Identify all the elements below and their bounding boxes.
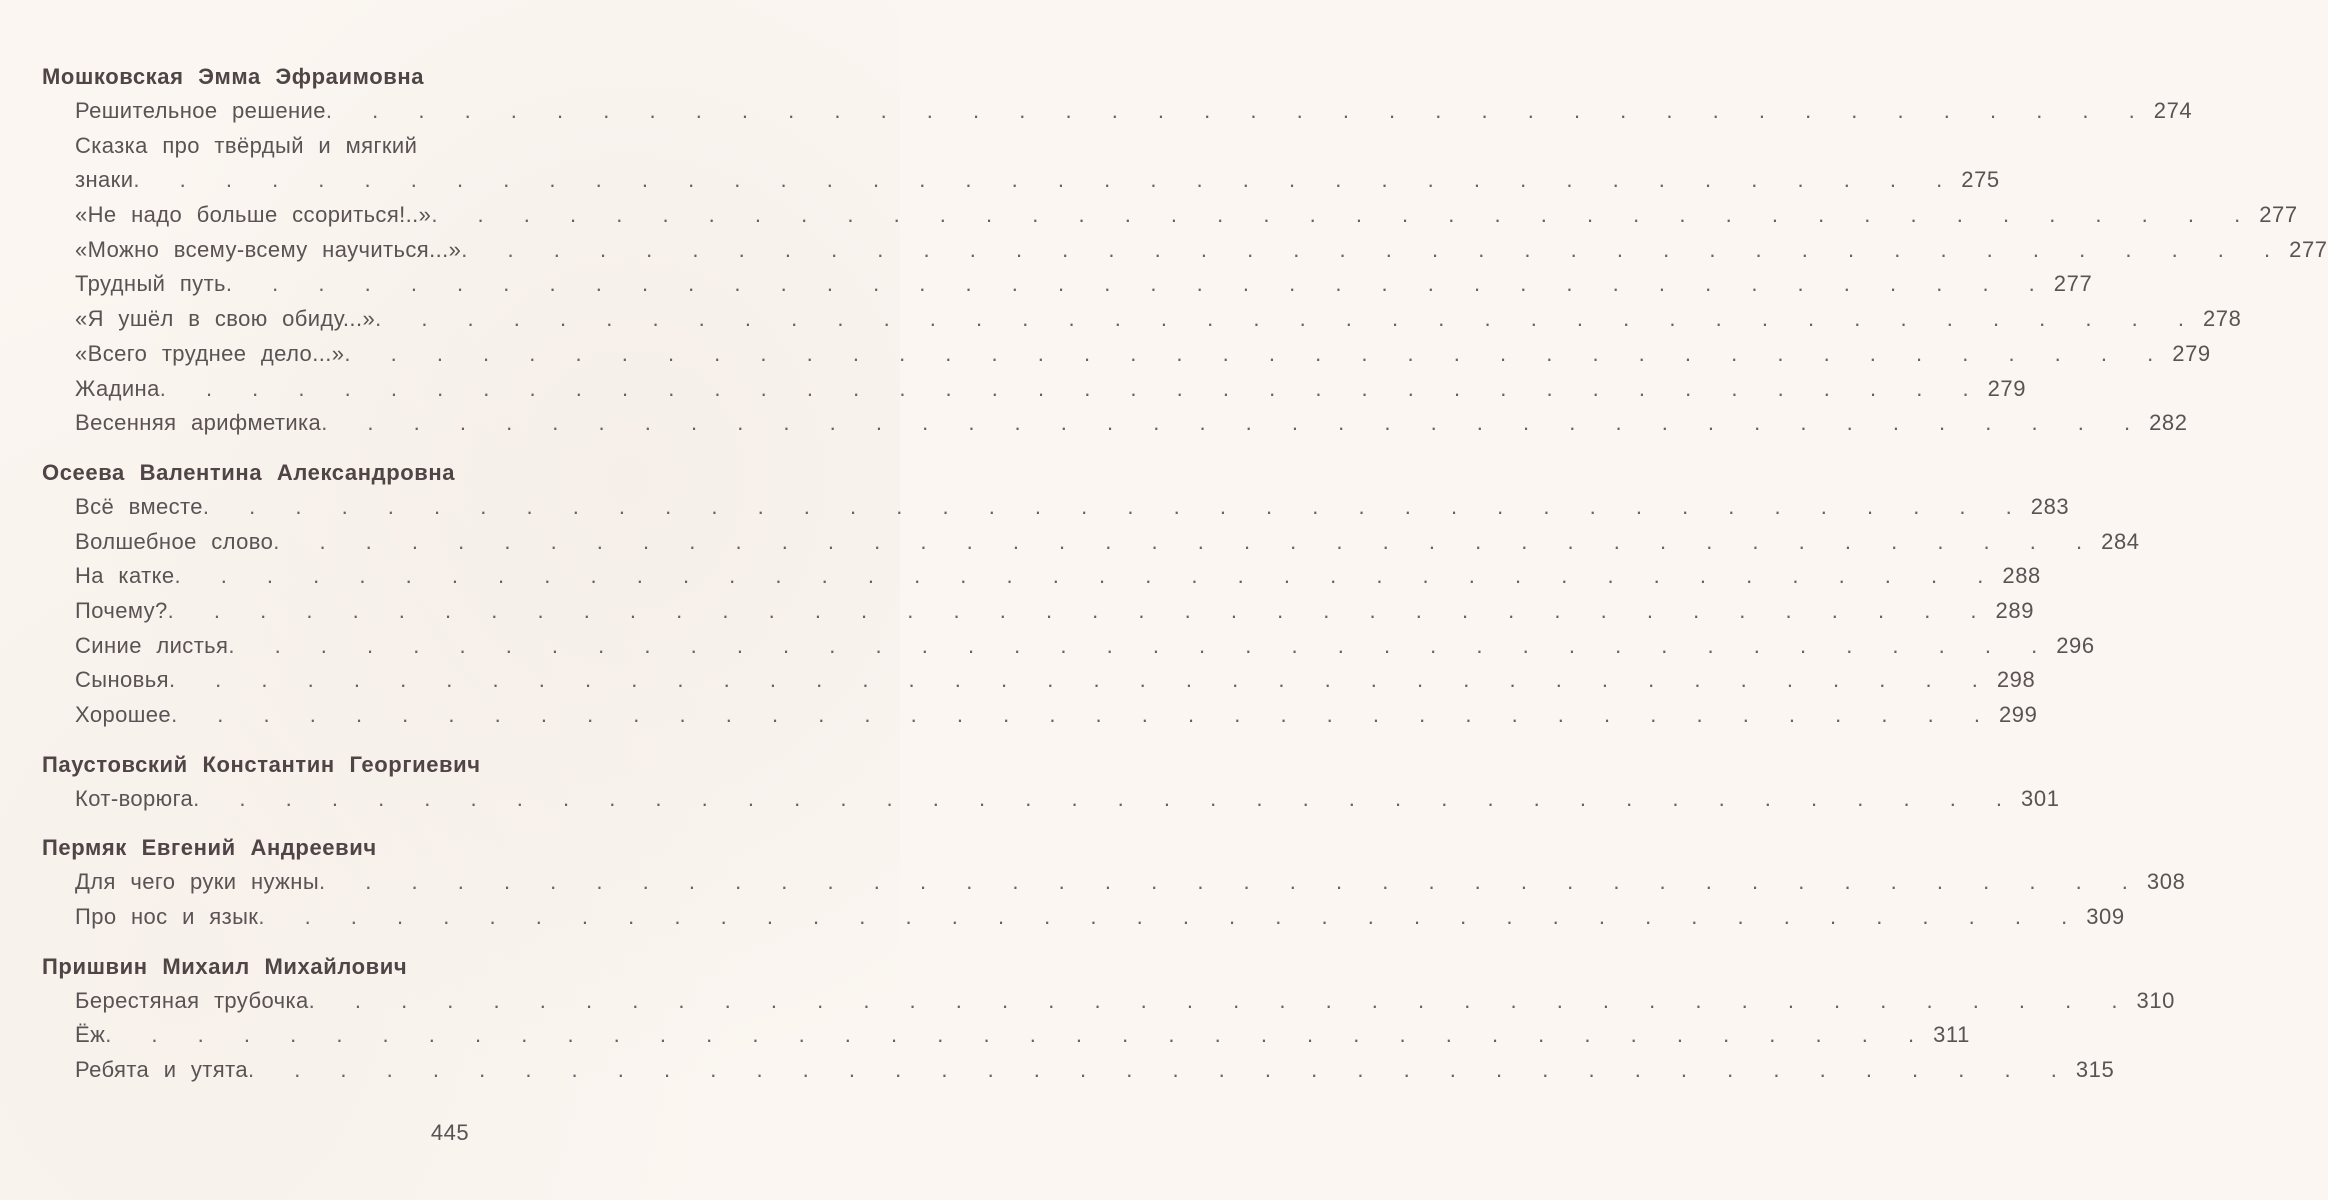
dot-leader: . . . . . . . . . . . . . . . . . . . . . . . . . . . . . . . . . . . . . . . . xyxy=(461,236,2284,262)
toc-entry[interactable] xyxy=(42,984,2176,1019)
entry-title: Трудный путь xyxy=(75,271,226,297)
toc-entry[interactable] xyxy=(42,267,2093,302)
entry-page-number: 296 xyxy=(2056,632,2095,658)
entry-page-number: 279 xyxy=(1987,375,2027,401)
entry-page-number: 278 xyxy=(2202,306,2242,332)
dot-leader: . . . . . . . . . . . . . . . . . . . . . . . . . . . . . . . . . . . . . . . . xyxy=(167,597,1990,623)
toc-entry[interactable] xyxy=(42,302,2242,337)
entry-page-number: 315 xyxy=(2075,1057,2115,1083)
dot-leader: . . . . . . . . . . . . . . . . . . . . . . . . . . . . . . . . . . . . . . . . xyxy=(344,340,2167,366)
dot-leader: . . . . . . . . . . . . . . . . . . . . . . . . . . . . . . . . . . . . . . . . xyxy=(193,785,2016,811)
toc-entry[interactable] xyxy=(42,94,2193,129)
dot-leader: . . . . . . . . . . . . . . . . . . . . . . . . . . . . . . . . . . . . . . . . xyxy=(258,904,2081,930)
entry-title: Для чего руки нужны xyxy=(75,869,320,895)
toc-entry[interactable] xyxy=(42,406,2188,441)
entry-page-number: 275 xyxy=(1961,167,2000,193)
entry-page-number: 289 xyxy=(1995,597,2035,623)
toc-entry[interactable] xyxy=(42,198,2298,233)
dot-leader: . . . . . . . . . . . . . . . . . . . . . . . . . . . . . . . . . . . . . . . . xyxy=(375,306,2197,332)
entry-page-number: 277 xyxy=(2259,202,2298,228)
entry-title: Волшебное слово xyxy=(75,528,274,554)
dot-leader: . . . . . . . . . . . . . . . . . . . . . . . . . . . . . . . . . . . . . . . . xyxy=(228,632,2051,658)
dot-leader: . . . . . . . . . . . . . . . . . . . . . . . . . . . . . . . . . . . . . . . . xyxy=(174,563,1997,589)
entry-page-number: 277 xyxy=(2053,271,2093,297)
author-heading: Паустовский Константин Георгиевич xyxy=(42,751,481,777)
entry-title: знаки xyxy=(75,167,134,193)
dot-leader: . . . . . . . . . . . . . . . . . . . . . . . . . . . . . . . . . . . . . . . . xyxy=(321,410,2144,436)
author-heading: Пришвин Михаил Михайлович xyxy=(42,953,408,979)
dot-leader: . . . . . . . . . . . . . . . . . . . . . . . . . . . . . . . . . . . . . . . . xyxy=(273,528,2096,554)
entry-title: Решительное решение xyxy=(75,98,326,123)
entry-page-number: 277 xyxy=(2289,236,2328,262)
toc-section-moshkovskaya xyxy=(42,60,2328,441)
toc-entry[interactable] xyxy=(42,525,2140,560)
entry-title: Про нос и язык xyxy=(75,904,259,930)
dot-leader: . . . . . . . . . . . . . . . . . . . . . . . . . . . . . . . . . . . . . . . . xyxy=(171,702,1993,727)
entry-page-number: 274 xyxy=(2153,98,2193,123)
toc-entry[interactable] xyxy=(42,490,2070,525)
toc-entry[interactable] xyxy=(42,559,2041,594)
dot-leader: . . . . . . . . . . . . . . . . . . . . . . . . . . . . . . . . . . . . . . . . xyxy=(319,869,2141,895)
entry-title: Берестяная трубочка xyxy=(75,987,309,1013)
entry-title: Жадина xyxy=(75,375,160,401)
toc-entry[interactable] xyxy=(42,629,2095,664)
toc-entry[interactable] xyxy=(42,1053,2115,1088)
toc-section-oseeva xyxy=(42,456,2140,733)
toc-entry[interactable] xyxy=(42,594,2035,629)
toc-section-prishvin xyxy=(42,950,2176,1088)
toc-entry[interactable] xyxy=(42,663,2036,698)
entry-page-number: 299 xyxy=(1998,702,2038,727)
entry-title: На катке xyxy=(75,563,175,589)
entry-page-number: 310 xyxy=(2136,987,2176,1013)
toc-entry[interactable] xyxy=(42,865,2186,900)
entry-page-number: 288 xyxy=(2002,563,2041,589)
toc-section-paustovsky xyxy=(42,748,2060,817)
entry-page-number: 309 xyxy=(2086,904,2125,930)
entry-page-number: 308 xyxy=(2146,869,2186,895)
author-heading: Мошковская Эмма Эфраимовна xyxy=(42,64,425,89)
entry-title: Почему? xyxy=(75,597,168,623)
toc-entry[interactable] xyxy=(42,698,2038,733)
toc-entry[interactable] xyxy=(42,337,2211,372)
author-heading: Осеева Валентина Александровна xyxy=(42,459,456,485)
entry-title: Синие листья xyxy=(75,632,229,658)
entry-title: Ёж xyxy=(75,1022,106,1048)
dot-leader: . . . . . . . . . . . . . . . . . . . . . . . . . . . . . . . . . . . . . . . . xyxy=(225,271,2048,297)
entry-title: Сыновья xyxy=(75,667,169,693)
entry-title: Кот-ворюга xyxy=(75,785,194,811)
dot-leader: . . . . . . . . . . . . . . . . . . . . . . . . . . . . . . . . . . . . . . . . xyxy=(308,987,2131,1013)
entry-page-number: 311 xyxy=(1933,1022,1970,1048)
dot-leader: . . . . . . . . . . . . . . . . . . . . . . . . . . . . . . . . . . . . . . . . xyxy=(133,167,1956,193)
dot-leader: . . . . . . . . . . . . . . . . . . . . . . . . . . . . . . . . . . . . . . . . xyxy=(159,375,1982,401)
toc-entry[interactable] xyxy=(42,900,2125,935)
entry-page-number: 283 xyxy=(2030,493,2070,519)
toc-section-permyak xyxy=(42,831,2186,934)
page-number: 445 xyxy=(430,1120,470,1145)
entry-title: Всё вместе xyxy=(75,493,203,519)
dot-leader: . . . . . . . . . . . . . . . . . . . . . . . . . . . . . . . . . . . . . . . . xyxy=(325,98,2148,123)
entry-page-number: 301 xyxy=(2021,785,2060,811)
entry-page-number: 282 xyxy=(2149,410,2188,436)
entry-title: Хорошее xyxy=(75,702,172,727)
dot-leader: . . . . . . . . . . . . . . . . . . . . . . . . . . . . . . . . . . . . . . . . xyxy=(247,1057,2070,1083)
entry-title: «Не надо больше ссориться!..» xyxy=(75,202,432,228)
entry-page-number: 279 xyxy=(2172,340,2211,366)
toc-entry[interactable] xyxy=(42,1018,1970,1053)
entry-page-number: 298 xyxy=(1996,667,2036,693)
entry-title: «Я ушёл в свою обиду...» xyxy=(75,306,376,332)
entry-title: Весенняя арифметика xyxy=(75,410,322,436)
toc-entry[interactable] xyxy=(42,782,2060,817)
entry-title-line1: Сказка про твёрдый и мягкий xyxy=(75,132,418,158)
dot-leader: . . . . . . . . . . . . . . . . . . . . . . . . . . . . . . . . . . . . . . . . xyxy=(105,1022,1928,1048)
entry-title: Ребята и утята xyxy=(75,1057,248,1083)
author-heading: Пермяк Евгений Андреевич xyxy=(42,835,377,861)
dot-leader: . . . . . . . . . . . . . . . . . . . . . . . . . . . . . . . . . . . . . . . . xyxy=(168,667,1991,693)
toc-entry[interactable] xyxy=(42,233,2328,268)
dot-leader: . . . . . . . . . . . . . . . . . . . . . . . . . . . . . . . . . . . . . . . . xyxy=(431,202,2254,228)
entry-title: «Можно всему-всему научиться...» xyxy=(75,236,462,262)
toc-entry[interactable] xyxy=(42,372,2027,407)
table-of-contents xyxy=(42,60,2328,1088)
toc-entry[interactable] xyxy=(42,129,2000,198)
entry-title: «Всего труднее дело...» xyxy=(75,340,345,366)
entry-page-number: 284 xyxy=(2101,528,2140,554)
dot-leader: . . . . . . . . . . . . . . . . . . . . . . . . . . . . . . . . . . . . . . . . xyxy=(202,493,2025,519)
